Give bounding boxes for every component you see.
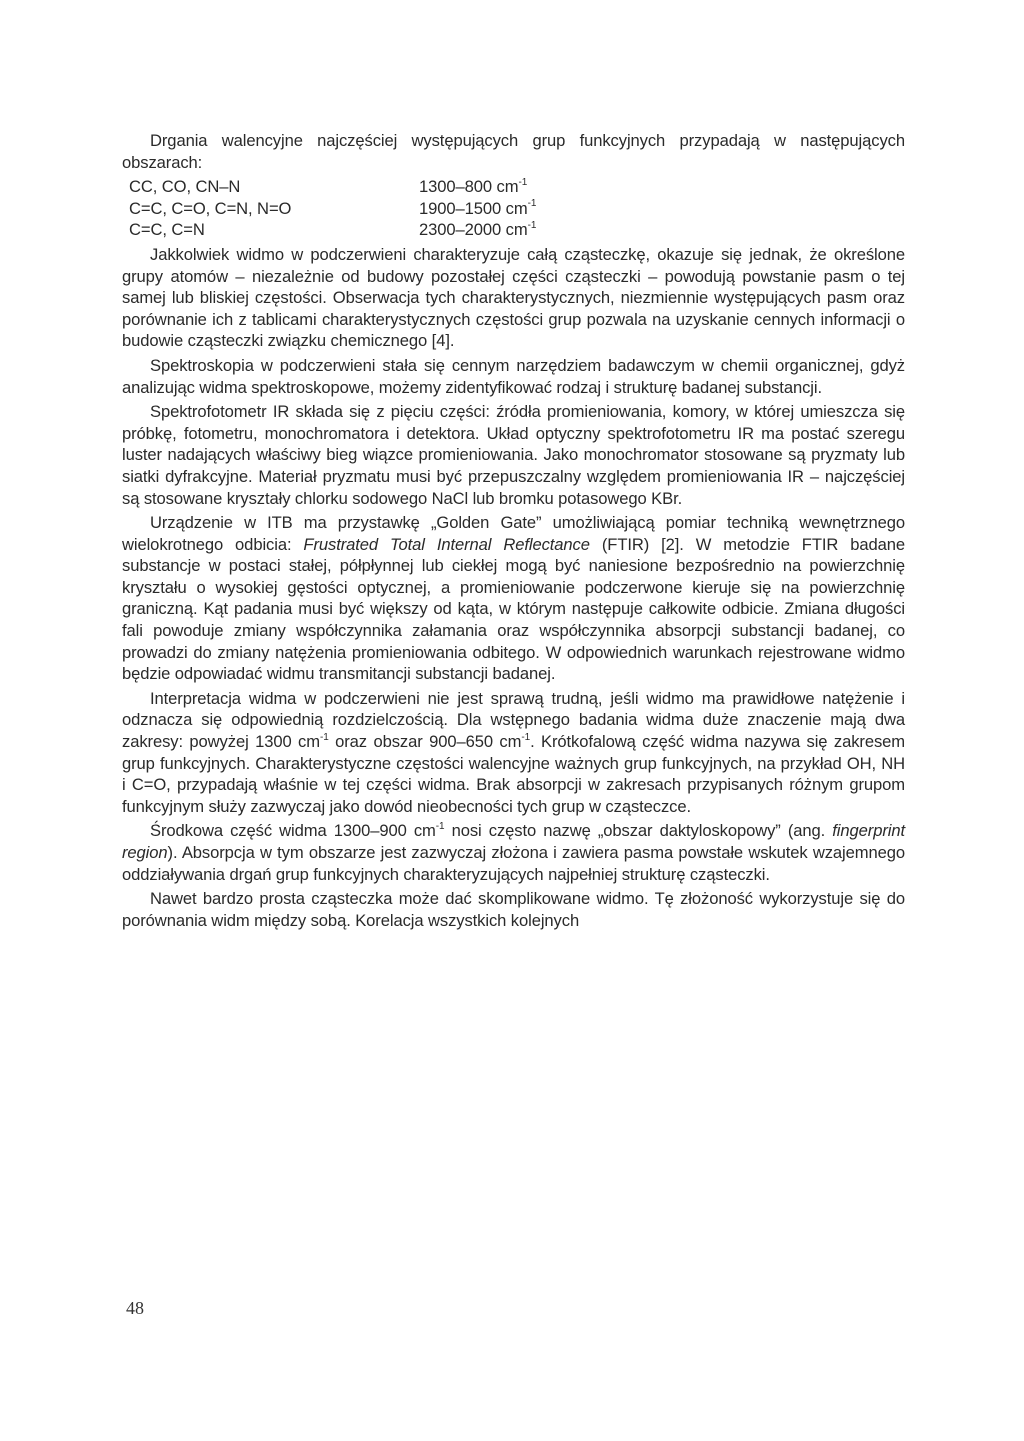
intro-paragraph: Drgania walencyjne najczęściej występujących grup funkcyjnych przypadają w następujących obszarach: (122, 131, 905, 172)
paragraph-interpretation: Interpretacja widma w podczerwieni nie jest sprawą trudną, jeśli widmo ma prawidłowe natężenie i odznacza się odpowiednią rozdzielczością. Dla wstępnego badania widma duże znaczenie mają dwa zakresy: powyżej 1300 $cm^{-1}$ oraz obszar 900–650 $cm^{-1}$. Krótkofalową część widma nazywa się zakresem grup funkcyjnych. Charakterystyczne częstości walencyjne ważnych grup funkcyjnych, na przykład OH, NH i C=O, przypadają właśnie w tej części widma. Brak absorpcji w zakresach przypisanych różnym grupom funkcyjnym służy zazwyczaj jako dowód nieobecności tych grup w cząsteczce. (122, 688, 905, 816)
band-range: 1300–800 $cm^{-1}$ (419, 176, 528, 197)
band-groups: CC, CO, CN–N (129, 177, 241, 197)
band-range: 1900–1500 $cm^{-1}$ (419, 198, 537, 218)
band-row (129, 219, 905, 241)
paragraph-spectrophotometer: Spektrofotometr IR składa się z pięciu części: źródła promieniowania, komory, w której umieszcza się próbkę, fotometru, monochromatora i detektora. Układ optyczny spektrofotometru IR ma postać szeregu luster nadających właściwy bieg wiązce promieniowania. Jako monochromator stosowane są pryzmaty lub siatki dyfrakcyjne. Materiał pryzmatu musi być przepuszczalny względem promieniowania IR – najczęściej są stosowane kryształy chlorku sodowego NaCl lub bromku potasowego KBr. (122, 402, 905, 508)
body-text (122, 130, 905, 934)
band-table (129, 176, 905, 241)
band-groups: C=C, C=N (129, 220, 205, 240)
band-row (129, 176, 905, 198)
paragraph-ir-spectroscopy: Spektroskopia w podczerwieni stała się cennym narzędziem badawczym w chemii organicznej, gdyż analizując widma spektroskopowe, możemy zidentyfikować rodzaj i strukturę badanej substancji. (122, 355, 905, 397)
paragraph-ir-spectrum: Jakkolwiek widmo w podczerwieni charakteryzuje całą cząsteczkę, okazuje się jednak, że określone grupy atomów – niezależnie od budowy pozostałej części cząsteczki – powodują powstanie pasm o tej samej lub bliskiej częstości. Obserwacja tych charakterystycznych, niezmiennie występujących pasm oraz porównanie ich z tablicami charakterystycznych częstości grup pozwala na uzyskanie cennych informacji o budowie cząsteczki związku chemicznego [4]. (122, 244, 905, 351)
band-groups: C=C, C=O, C=N, N=O (129, 198, 292, 218)
band-row (129, 198, 905, 220)
page-number: 48 (126, 1298, 144, 1318)
paragraph-fingerprint: Środkowa część widma 1300–900 $cm^{-1}$ nosi często nazwę „obszar daktyloskopowy” (ang. fingerprint region). Absorpcja w tym obszarze jest zazwyczaj złożona i zawiera pasma powstałe wskutek wzajemnego oddziaływania drgań grup funkcyjnych charakteryzujących najpełniej strukturę cząsteczki. (122, 820, 905, 884)
band-range: 2300–2000 $cm^{-1}$ (419, 219, 537, 240)
paragraph-golden-gate: Urządzenie w ITB ma przystawkę „Golden Gate” umożliwiającą pomiar techniką wewnętrznego wielokrotnego odbicia: Frustrated Total Internal Reflectance (FTIR) [2]. W metodzie FTIR badane substancje w postaci stałej, półpłynnej lub ciekłej mogą być naniesione bezpośrednio na powierzchnię kryształu o wysokiej gęstości optycznej, a promieniowanie podczerwone kieruje się na powierzchnię graniczną. Kąt padania musi być większy od kąta, w którym następuje całkowite odbicie. Zmiana długości fali powoduje zmiany współczynnika załamania oraz współczynnika absorpcji substancji badanej, co prowadzi do zmiany natężenia promieniowania odbitego. W odpowiednich warunkach rejestrowane widmo będzie odpowiadać widmu transmitancji substancji badanej. (122, 513, 905, 684)
paragraph-complex-spectrum: Nawet bardzo prosta cząsteczka może dać skomplikowane widmo. Tę złożoność wykorzystuje się do porównania widm między sobą. Korelacja wszystkich kolejnych (122, 889, 905, 930)
